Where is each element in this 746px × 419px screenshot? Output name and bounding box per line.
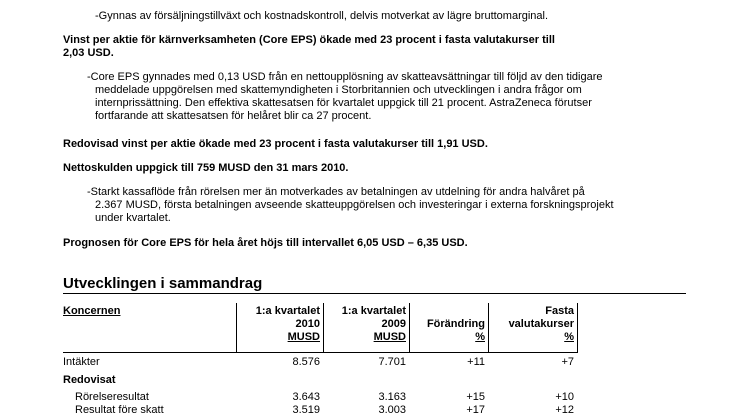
- table-cell: +15: [466, 391, 485, 403]
- table-cell: +7: [561, 356, 574, 368]
- table-header-change-unit: %: [475, 331, 485, 343]
- table-header-q1-2009: 1:a kvartalet: [341, 305, 406, 317]
- table-header-group: Koncernen: [63, 305, 121, 317]
- heading-reported-eps: Redovisad vinst per aktie ökade med 23 procent i fasta valutakurser till 1,91 USD.: [63, 138, 488, 150]
- heading-forecast: Prognosen för Core EPS för hela året höjs till intervallet 6,05 USD – 6,35 USD.: [63, 237, 468, 249]
- table-row-label: Intäkter: [63, 356, 100, 368]
- table-cell: +12: [555, 404, 574, 416]
- table-cell: 3.163: [378, 391, 406, 403]
- table-cell: +11: [467, 356, 485, 368]
- paragraph-line: fortfarande att skattesatsen för helåret blir ca 27 procent.: [95, 110, 372, 122]
- section-title: Utvecklingen i sammandrag: [63, 275, 263, 292]
- paragraph-line: meddelade uppgörelsen med skattemyndigheten i Storbritannien och utvecklingen i andra frågor om: [95, 84, 582, 96]
- paragraph-line: -Starkt kassaflöde från rörelsen mer än motverkades av betalningen av utdelning för andra halvåret på: [87, 186, 585, 198]
- table-header-change: Förändring: [426, 318, 485, 330]
- table-header-q1-2010: 1:a kvartalet: [255, 305, 320, 317]
- paragraph-line: under kvartalet.: [95, 212, 171, 224]
- table-row-label: Rörelseresultat: [75, 391, 149, 403]
- table-header-fixed-fx-2: valutakurser: [508, 318, 574, 330]
- paragraph-line: -Core EPS gynnades med 0,13 USD från en nettoupplösning av skatteavsättningar till följd av den tidigare: [87, 71, 603, 83]
- table-header-q1-2009-year: 2009: [381, 318, 406, 330]
- table-header-fixed-fx-unit: %: [564, 331, 574, 343]
- table-cell: 3.519: [292, 404, 320, 416]
- table-row-label: Resultat före skatt: [75, 404, 164, 416]
- heading-core-eps-cont: 2,03 USD.: [63, 47, 114, 59]
- table-cell: 8.576: [292, 356, 320, 368]
- table-header-q1-2009-unit: MUSD: [373, 331, 406, 343]
- table-header-divider: [63, 352, 578, 353]
- heading-net-debt: Nettoskulden uppgick till 759 MUSD den 31 mars 2010.: [63, 162, 349, 174]
- paragraph-line: 2.367 MUSD, första betalningen avseende skatteuppgörelsen och investeringar i externa forskningsprojekt: [95, 199, 614, 211]
- table-header-q1-2010-year: 2010: [295, 318, 320, 330]
- heading-core-eps: Vinst per aktie för kärnverksamheten (Core EPS) ökade med 23 procent i fasta valutakurser till: [63, 34, 555, 46]
- table-header-q1-2010-unit: MUSD: [287, 331, 320, 343]
- section-divider: [63, 293, 686, 294]
- table-cell: 3.003: [378, 404, 406, 416]
- column-divider: [577, 303, 578, 352]
- table-cell: +10: [555, 391, 574, 403]
- table-cell: 7.701: [378, 356, 406, 368]
- table-cell: +17: [466, 404, 485, 416]
- paragraph-line: -Gynnas av försäljningstillväxt och kostnadskontroll, delvis motverkat av lägre bruttomarginal.: [95, 10, 549, 22]
- table-header-fixed-fx: Fasta: [545, 305, 574, 317]
- table-row-group-label: Redovisat: [63, 374, 116, 386]
- table-cell: 3.643: [292, 391, 320, 403]
- paragraph-line: internprissättning. Den effektiva skattesatsen för kvartalet uppgick till 21 procent. AstraZeneca förutser: [95, 97, 592, 109]
